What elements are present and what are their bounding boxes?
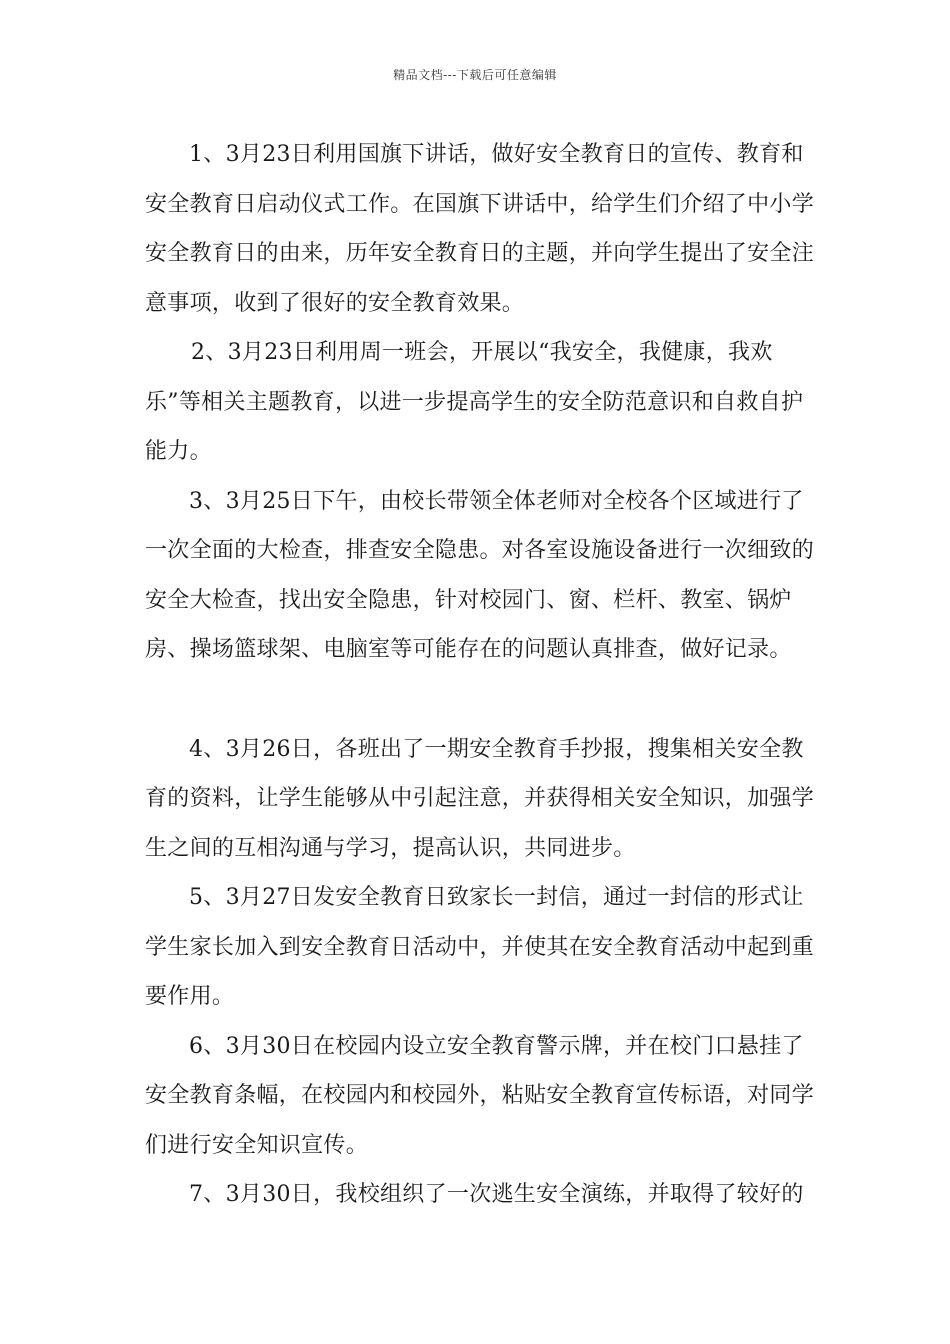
paragraph-2: 2、3月23日利用周一班会，开展以“我安全，我健康，我欢乐”等相关主题教育，以进一步提高学生的安全防范意识和自救自护能力。	[145, 340, 804, 464]
paragraph-1: 1、3月23日利用国旗下讲话，做好安全教育日的宣传、教育和安全教育日启动仪式工作。在国旗下讲话中，给学生们介绍了中小学安全教育日的由来，历年安全教育日的主题，并向学生提出了安全注意事项，收到了很好的安全教育效果。	[145, 142, 815, 316]
paragraph-3: 3、3月25日下午，由校长带领全体老师对全校各个区域进行了一次全面的大检查，排查安全隐患。对各室设施设备进行一次细致的安全大检查，找出安全隐患，针对校园门、窗、栏杆、教室、锅炉房、操场篮球架、电脑室等可能存在的问题认真排查，做好记录。	[145, 488, 815, 662]
paragraph-7: 7、3月30日，我校组织了一次逃生安全演练，并取得了较好的	[189, 1182, 804, 1207]
document-body	[145, 130, 815, 1220]
paragraph-gap	[145, 675, 815, 725]
page-header: 精品文档---下载后可任意编辑	[393, 68, 557, 82]
paragraph-4: 4、3月26日，各班出了一期安全教育手抄报，搜集相关安全教育的资料，让学生能够从中引起注意，并获得相关安全知识，加强学生之间的互相沟通与学习，提高认识，共同进步。	[145, 736, 815, 861]
paragraph-5: 5、3月27日发安全教育日致家长一封信，通过一封信的形式让学生家长加入到安全教育日活动中，并使其在安全教育活动中起到重要作用。	[145, 885, 815, 1009]
paragraph-6: 6、3月30日在校园内设立安全教育警示牌，并在校门口悬挂了安全教育条幅，在校园内和校园外，粘贴安全教育宣传标语，对同学们进行安全知识宣传。	[145, 1033, 815, 1158]
